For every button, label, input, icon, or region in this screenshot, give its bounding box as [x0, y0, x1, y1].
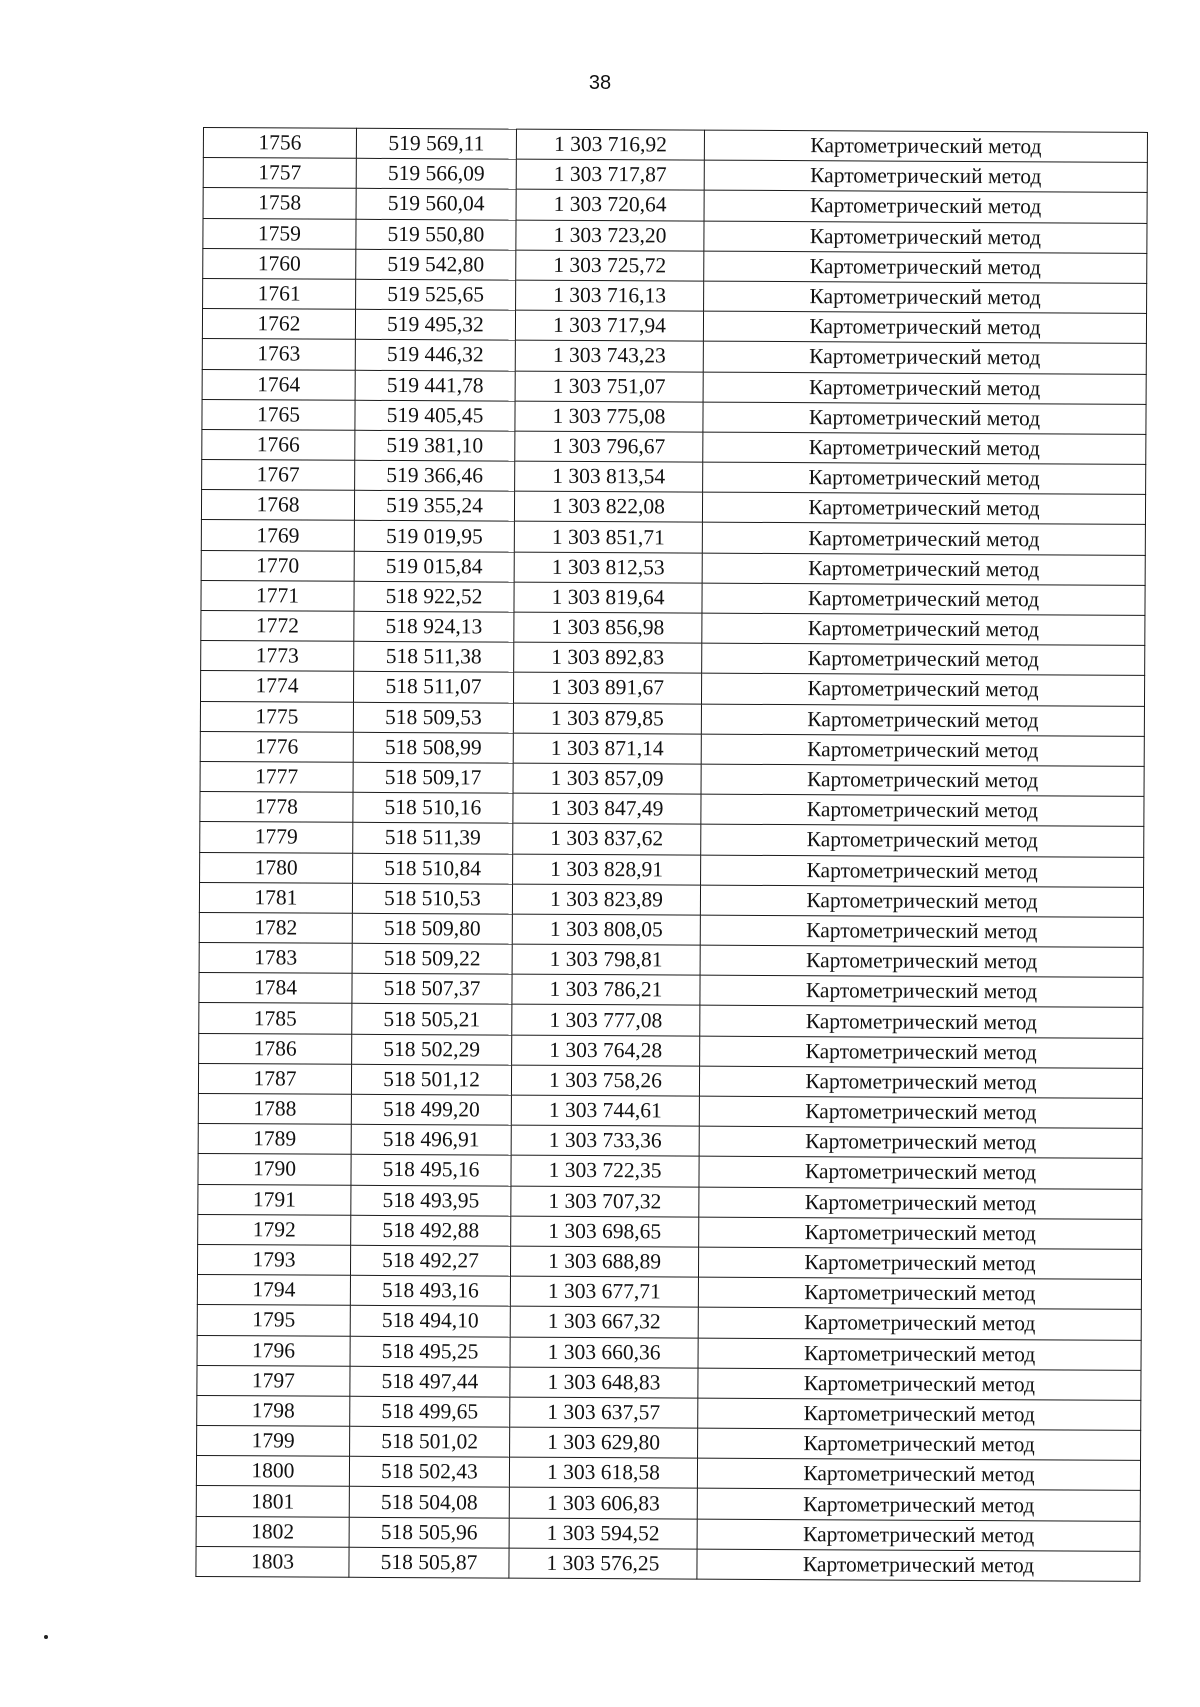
- x-coordinate-cell: 518 501,12: [351, 1064, 511, 1095]
- x-coordinate-cell: 518 511,07: [353, 672, 513, 703]
- x-coordinate-cell: 518 509,53: [353, 702, 513, 733]
- y-coordinate-cell: 1 303 720,64: [516, 190, 704, 221]
- x-coordinate-cell: 518 493,16: [350, 1275, 510, 1306]
- y-coordinate-cell: 1 303 716,92: [516, 129, 704, 160]
- x-coordinate-cell: 519 405,45: [355, 400, 515, 431]
- x-coordinate-cell: 518 499,65: [350, 1396, 510, 1427]
- table-row: [200, 792, 1144, 827]
- point-number-cell: 1788: [198, 1093, 351, 1124]
- table-row: [202, 429, 1146, 464]
- y-coordinate-cell: 1 303 822,08: [514, 491, 702, 522]
- y-coordinate-cell: 1 303 618,58: [509, 1457, 697, 1488]
- point-number-cell: 1759: [203, 218, 356, 249]
- point-number-cell: 1792: [198, 1214, 351, 1245]
- table-row: [196, 1516, 1140, 1551]
- y-coordinate-cell: 1 303 594,52: [509, 1518, 697, 1549]
- point-number-cell: 1780: [200, 852, 353, 883]
- table-row: [203, 158, 1147, 193]
- method-cell: Картометрический метод: [702, 492, 1145, 525]
- x-coordinate-cell: 518 504,08: [349, 1487, 509, 1518]
- table-row: [198, 1063, 1142, 1098]
- x-coordinate-cell: 519 446,32: [355, 340, 515, 371]
- point-number-cell: 1800: [196, 1456, 349, 1487]
- x-coordinate-cell: 519 366,46: [355, 460, 515, 491]
- table-row: [201, 490, 1145, 525]
- x-coordinate-cell: 518 510,53: [352, 883, 512, 914]
- table-row: [202, 309, 1146, 344]
- y-coordinate-cell: 1 303 796,67: [515, 431, 703, 462]
- y-coordinate-cell: 1 303 629,80: [510, 1427, 698, 1458]
- table-row: [197, 1365, 1141, 1400]
- table-row: [198, 1154, 1142, 1189]
- method-cell: Картометрический метод: [700, 885, 1143, 918]
- y-coordinate-cell: 1 303 744,61: [511, 1095, 699, 1126]
- point-number-cell: 1774: [200, 671, 353, 702]
- y-coordinate-cell: 1 303 879,85: [513, 703, 701, 734]
- x-coordinate-cell: 518 510,84: [353, 853, 513, 884]
- point-number-cell: 1784: [199, 973, 352, 1004]
- table-row: [196, 1486, 1140, 1521]
- method-cell: Картометрический метод: [697, 1519, 1140, 1552]
- x-coordinate-cell: 518 508,99: [353, 732, 513, 763]
- table-row: [196, 1456, 1140, 1491]
- method-cell: Картометрический метод: [704, 221, 1147, 254]
- method-cell: Картометрический метод: [700, 945, 1143, 978]
- method-cell: Картометрический метод: [699, 1187, 1142, 1220]
- x-coordinate-cell: 518 510,16: [353, 792, 513, 823]
- x-coordinate-cell: 518 509,80: [352, 913, 512, 944]
- y-coordinate-cell: 1 303 688,89: [510, 1246, 698, 1277]
- y-coordinate-cell: 1 303 723,20: [516, 220, 704, 251]
- table-row: [198, 1214, 1142, 1249]
- table-row: [198, 1184, 1142, 1219]
- x-coordinate-cell: 519 525,65: [356, 279, 516, 310]
- method-cell: Картометрический метод: [704, 160, 1147, 193]
- table-row: [199, 1033, 1143, 1068]
- y-coordinate-cell: 1 303 707,32: [511, 1186, 699, 1217]
- table-row: [201, 580, 1145, 615]
- method-cell: Картометрический метод: [703, 341, 1146, 374]
- y-coordinate-cell: 1 303 576,25: [509, 1548, 697, 1579]
- y-coordinate-cell: 1 303 847,49: [513, 793, 701, 824]
- method-cell: Картометрический метод: [704, 281, 1147, 314]
- method-cell: Картометрический метод: [698, 1368, 1141, 1401]
- table-row: [198, 1124, 1142, 1159]
- table-row: [199, 912, 1143, 947]
- x-coordinate-cell: 519 019,95: [354, 521, 514, 552]
- table-row: [200, 701, 1144, 736]
- point-number-cell: 1802: [196, 1516, 349, 1547]
- point-number-cell: 1758: [203, 188, 356, 219]
- x-coordinate-cell: 518 511,39: [353, 823, 513, 854]
- method-cell: Картометрический метод: [702, 553, 1145, 586]
- method-cell: Картометрический метод: [702, 523, 1145, 556]
- x-coordinate-cell: 518 505,96: [349, 1517, 509, 1548]
- method-cell: Картометрический метод: [701, 673, 1144, 706]
- x-coordinate-cell: 519 542,80: [356, 249, 516, 280]
- y-coordinate-cell: 1 303 812,53: [514, 552, 702, 583]
- x-coordinate-cell: 518 505,21: [352, 1004, 512, 1035]
- point-number-cell: 1795: [197, 1305, 350, 1336]
- y-coordinate-cell: 1 303 698,65: [511, 1216, 699, 1247]
- table-row: [199, 882, 1143, 917]
- x-coordinate-cell: 518 497,44: [350, 1366, 510, 1397]
- x-coordinate-cell: 519 381,10: [355, 430, 515, 461]
- point-number-cell: 1797: [197, 1365, 350, 1396]
- y-coordinate-cell: 1 303 786,21: [512, 974, 700, 1005]
- method-cell: Картометрический метод: [699, 1066, 1142, 1099]
- y-coordinate-cell: 1 303 851,71: [514, 522, 702, 553]
- coordinates-table: [195, 127, 1148, 1582]
- point-number-cell: 1768: [201, 490, 354, 521]
- x-coordinate-cell: 519 560,04: [356, 189, 516, 220]
- y-coordinate-cell: 1 303 722,35: [511, 1156, 699, 1187]
- point-number-cell: 1796: [197, 1335, 350, 1366]
- table-row: [203, 188, 1147, 223]
- point-number-cell: 1791: [198, 1184, 351, 1215]
- x-coordinate-cell: 518 507,37: [352, 974, 512, 1005]
- method-cell: Картометрический метод: [701, 855, 1144, 888]
- method-cell: Картометрический метод: [702, 583, 1145, 616]
- y-coordinate-cell: 1 303 837,62: [513, 823, 701, 854]
- y-coordinate-cell: 1 303 857,09: [513, 763, 701, 794]
- x-coordinate-cell: 518 499,20: [351, 1094, 511, 1125]
- method-cell: Картометрический метод: [698, 1428, 1141, 1461]
- point-number-cell: 1773: [201, 641, 354, 672]
- point-number-cell: 1771: [201, 580, 354, 611]
- table-row: [200, 761, 1144, 796]
- table-row: [203, 218, 1147, 253]
- x-coordinate-cell: 519 441,78: [355, 370, 515, 401]
- x-coordinate-cell: 518 502,29: [352, 1034, 512, 1065]
- method-cell: Картометрический метод: [699, 1217, 1142, 1250]
- point-number-cell: 1794: [197, 1275, 350, 1306]
- x-coordinate-cell: 518 501,02: [350, 1426, 510, 1457]
- y-coordinate-cell: 1 303 891,67: [513, 673, 701, 704]
- y-coordinate-cell: 1 303 758,26: [511, 1065, 699, 1096]
- point-number-cell: 1769: [201, 520, 354, 551]
- point-number-cell: 1775: [200, 701, 353, 732]
- x-coordinate-cell: 518 495,25: [350, 1336, 510, 1367]
- x-coordinate-cell: 518 495,16: [351, 1155, 511, 1186]
- method-cell: Картометрический метод: [701, 704, 1144, 737]
- point-number-cell: 1782: [199, 912, 352, 943]
- point-number-cell: 1757: [203, 158, 356, 189]
- x-coordinate-cell: 519 015,84: [354, 551, 514, 582]
- y-coordinate-cell: 1 303 733,36: [511, 1125, 699, 1156]
- y-coordinate-cell: 1 303 743,23: [515, 340, 703, 371]
- x-coordinate-cell: 518 502,43: [349, 1457, 509, 1488]
- method-cell: Картометрический метод: [698, 1338, 1141, 1371]
- x-coordinate-cell: 518 492,88: [351, 1215, 511, 1246]
- point-number-cell: 1789: [198, 1124, 351, 1155]
- method-cell: Картометрический метод: [701, 824, 1144, 857]
- table-row: [200, 731, 1144, 766]
- method-cell: Картометрический метод: [700, 915, 1143, 948]
- x-coordinate-cell: 518 509,17: [353, 762, 513, 793]
- point-number-cell: 1766: [202, 429, 355, 460]
- table-row: [199, 943, 1143, 978]
- y-coordinate-cell: 1 303 716,13: [516, 280, 704, 311]
- y-coordinate-cell: 1 303 892,83: [514, 642, 702, 673]
- method-cell: Картометрический метод: [700, 1006, 1143, 1039]
- y-coordinate-cell: 1 303 648,83: [510, 1367, 698, 1398]
- y-coordinate-cell: 1 303 777,08: [512, 1005, 700, 1036]
- y-coordinate-cell: 1 303 871,14: [513, 733, 701, 764]
- method-cell: Картометрический метод: [702, 613, 1145, 646]
- method-cell: Картометрический метод: [703, 372, 1146, 405]
- method-cell: Картометрический метод: [701, 764, 1144, 797]
- x-coordinate-cell: 518 924,13: [354, 611, 514, 642]
- table-row: [203, 128, 1147, 163]
- y-coordinate-cell: 1 303 798,81: [512, 944, 700, 975]
- method-cell: Картометрический метод: [703, 432, 1146, 465]
- method-cell: Картометрический метод: [703, 311, 1146, 344]
- x-coordinate-cell: 518 492,27: [350, 1245, 510, 1276]
- coordinates-table-body: [196, 128, 1148, 1582]
- table-row: [202, 460, 1146, 495]
- y-coordinate-cell: 1 303 637,57: [510, 1397, 698, 1428]
- point-number-cell: 1762: [202, 309, 355, 340]
- point-number-cell: 1787: [198, 1063, 351, 1094]
- point-number-cell: 1777: [200, 761, 353, 792]
- table-row: [202, 339, 1146, 374]
- x-coordinate-cell: 519 355,24: [354, 491, 514, 522]
- table-row: [199, 973, 1143, 1008]
- y-coordinate-cell: 1 303 677,71: [510, 1276, 698, 1307]
- point-number-cell: 1799: [197, 1426, 350, 1457]
- table-row: [200, 852, 1144, 887]
- y-coordinate-cell: 1 303 819,64: [514, 582, 702, 613]
- y-coordinate-cell: 1 303 775,08: [515, 401, 703, 432]
- method-cell: Картометрический метод: [700, 975, 1143, 1008]
- x-coordinate-cell: 519 569,11: [356, 128, 516, 159]
- scan-speck: [44, 1635, 48, 1639]
- table-row: [199, 1003, 1143, 1038]
- point-number-cell: 1785: [199, 1003, 352, 1034]
- method-cell: Картометрический метод: [699, 1096, 1142, 1129]
- y-coordinate-cell: 1 303 606,83: [509, 1488, 697, 1519]
- y-coordinate-cell: 1 303 856,98: [514, 612, 702, 643]
- y-coordinate-cell: 1 303 717,94: [515, 310, 703, 341]
- point-number-cell: 1764: [202, 369, 355, 400]
- table-row: [197, 1335, 1141, 1370]
- method-cell: Картометрический метод: [704, 130, 1147, 163]
- y-coordinate-cell: 1 303 808,05: [512, 914, 700, 945]
- point-number-cell: 1779: [200, 822, 353, 853]
- table-row: [201, 610, 1145, 645]
- method-cell: Картометрический метод: [701, 794, 1144, 827]
- method-cell: Картометрический метод: [703, 462, 1146, 495]
- method-cell: Картометрический метод: [698, 1247, 1141, 1280]
- point-number-cell: 1770: [201, 550, 354, 581]
- method-cell: Картометрический метод: [697, 1489, 1140, 1522]
- method-cell: Картометрический метод: [703, 402, 1146, 435]
- table-row: [201, 520, 1145, 555]
- table-row: [197, 1305, 1141, 1340]
- point-number-cell: 1763: [202, 339, 355, 370]
- table-row: [197, 1244, 1141, 1279]
- table-row: [197, 1395, 1141, 1430]
- x-coordinate-cell: 519 495,32: [355, 309, 515, 340]
- method-cell: Картометрический метод: [698, 1307, 1141, 1340]
- table-row: [202, 399, 1146, 434]
- table-row: [197, 1426, 1141, 1461]
- point-number-cell: 1765: [202, 399, 355, 430]
- table-row: [203, 278, 1147, 313]
- y-coordinate-cell: 1 303 717,87: [516, 159, 704, 190]
- table-row: [200, 822, 1144, 857]
- point-number-cell: 1761: [203, 278, 356, 309]
- point-number-cell: 1793: [197, 1244, 350, 1275]
- table-row: [197, 1275, 1141, 1310]
- point-number-cell: 1781: [199, 882, 352, 913]
- y-coordinate-cell: 1 303 828,91: [513, 854, 701, 885]
- point-number-cell: 1760: [203, 248, 356, 279]
- x-coordinate-cell: 519 550,80: [356, 219, 516, 250]
- x-coordinate-cell: 518 496,91: [351, 1124, 511, 1155]
- point-number-cell: 1772: [201, 610, 354, 641]
- method-cell: Картометрический метод: [697, 1549, 1140, 1582]
- table-row: [201, 641, 1145, 676]
- point-number-cell: 1778: [200, 792, 353, 823]
- y-coordinate-cell: 1 303 751,07: [515, 371, 703, 402]
- method-cell: Картометрический метод: [699, 1156, 1142, 1189]
- point-number-cell: 1786: [199, 1033, 352, 1064]
- method-cell: Картометрический метод: [704, 251, 1147, 284]
- method-cell: Картометрический метод: [702, 643, 1145, 676]
- y-coordinate-cell: 1 303 660,36: [510, 1337, 698, 1368]
- point-number-cell: 1756: [203, 128, 356, 159]
- table-row: [198, 1093, 1142, 1128]
- point-number-cell: 1790: [198, 1154, 351, 1185]
- x-coordinate-cell: 518 922,52: [354, 581, 514, 612]
- table-row: [200, 671, 1144, 706]
- point-number-cell: 1801: [196, 1486, 349, 1517]
- y-coordinate-cell: 1 303 725,72: [516, 250, 704, 281]
- method-cell: Картометрический метод: [701, 734, 1144, 767]
- table-row: [203, 248, 1147, 283]
- page-number: 38: [588, 72, 612, 94]
- point-number-cell: 1798: [197, 1395, 350, 1426]
- table-row: [196, 1546, 1140, 1581]
- x-coordinate-cell: 518 494,10: [350, 1306, 510, 1337]
- table-row: [202, 369, 1146, 404]
- method-cell: Картометрический метод: [700, 1036, 1143, 1069]
- x-coordinate-cell: 519 566,09: [356, 158, 516, 189]
- x-coordinate-cell: 518 505,87: [349, 1547, 509, 1578]
- point-number-cell: 1767: [202, 460, 355, 491]
- y-coordinate-cell: 1 303 813,54: [515, 461, 703, 492]
- y-coordinate-cell: 1 303 667,32: [510, 1306, 698, 1337]
- y-coordinate-cell: 1 303 764,28: [512, 1035, 700, 1066]
- point-number-cell: 1783: [199, 943, 352, 974]
- x-coordinate-cell: 518 493,95: [351, 1185, 511, 1216]
- method-cell: Картометрический метод: [699, 1126, 1142, 1159]
- table-row: [201, 550, 1145, 585]
- y-coordinate-cell: 1 303 823,89: [512, 884, 700, 915]
- point-number-cell: 1776: [200, 731, 353, 762]
- x-coordinate-cell: 518 509,22: [352, 943, 512, 974]
- method-cell: Картометрический метод: [704, 191, 1147, 224]
- point-number-cell: 1803: [196, 1546, 349, 1577]
- x-coordinate-cell: 518 511,38: [354, 641, 514, 672]
- method-cell: Картометрический метод: [698, 1277, 1141, 1310]
- method-cell: Картометрический метод: [697, 1458, 1140, 1491]
- method-cell: Картометрический метод: [698, 1398, 1141, 1431]
